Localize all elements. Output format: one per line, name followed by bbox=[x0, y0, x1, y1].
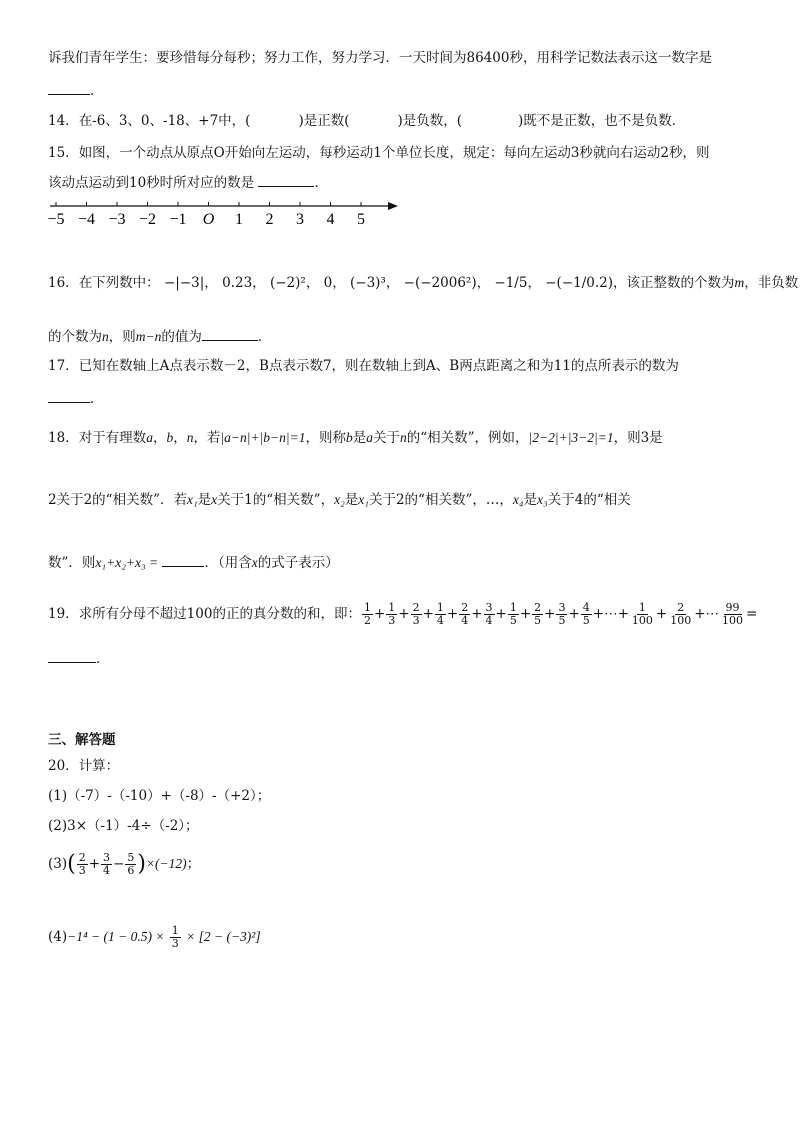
q19-fraction: $\frac{2}{3}$ bbox=[412, 601, 420, 627]
q19-fraction-series: $\frac{1}{2}$ + $\frac{1}{3}$ + $\frac{2}{3}$ + $\frac{1}{4}$ + $\frac{2}{4}$ + $\frac{3}{4}$ + $\frac{1}{5}$ + $\frac{2}{5}$ + $\frac{3}{5}$ + $\frac{4}{5}$ +⋯+ $\frac{1}{100}$ + $\frac{2}{100}$ +⋯ $\frac{99}{100}$ = bbox=[363, 601, 758, 627]
number-line-label: −3 bbox=[108, 211, 126, 228]
q13-text: 诉我们青年学生：要珍惜每分每秒；努力工作，努力学习．一天时间为86400秒，用科学记数法表示这一数字是 bbox=[48, 50, 712, 66]
q20-title: 20．计算： bbox=[48, 758, 120, 774]
q14: 14．在-6、3、0、-18、+7中，( )是正数( )是负数，( )既不是正数，也不是负数． bbox=[48, 113, 686, 129]
q19-fraction: $\frac{1}{2}$ bbox=[363, 601, 371, 627]
q18-example: |2−2|+|3−2|=1 bbox=[528, 430, 614, 445]
q18-answer-blank[interactable] bbox=[162, 552, 204, 567]
q19-fraction: $\frac{4}{5}$ bbox=[582, 601, 590, 627]
q15-answer-blank[interactable] bbox=[258, 172, 314, 187]
q17-answer-blank[interactable] bbox=[48, 388, 90, 403]
number-line-label: −2 bbox=[138, 211, 157, 228]
number-line-label: 3 bbox=[296, 211, 304, 228]
q16-line1: 16．在下列数中： −|−3|， 0.23， (−2)²， 0， (−3)³， −(−2006²)， −1/5， −(−1/0.2)，该正整数的个数为m，非负数 bbox=[48, 275, 799, 291]
q17-line2: ． bbox=[48, 388, 752, 409]
q16-number: 16． bbox=[48, 275, 79, 291]
q18-line2: 2关于2的“相关数”．若x₁是x关于1的“相关数”，x₂是x₁关于2的“相关数”，…，x₄是x₃关于4的“相关 bbox=[48, 492, 631, 508]
q20-part2: (2)3×（-1）-4÷（-2）； bbox=[48, 818, 199, 834]
q17-number: 17． bbox=[48, 358, 79, 374]
number-line-label: −1 bbox=[169, 211, 187, 228]
q20-part3-fraction: $\frac{3}{4}$ bbox=[103, 851, 111, 877]
number-line-label: 1 bbox=[235, 211, 243, 228]
q16-line2: 的个数为n，则m−n的值为 ． bbox=[48, 326, 752, 347]
number-line-arrow-icon bbox=[388, 202, 398, 210]
q19-line1: 19．求所有分母不超过100的正的真分数的和，即： $\frac{1}{2}$ + $\frac{1}{3}$ + $\frac{2}{3}$ + $\frac{1}{4}$ + $\frac{2}{4}$ + $\frac{3}{4}$ + $\frac{1}{5}$ + $\frac{2}{5}$ + $\frac{3}{5}$ + $\frac{4}{5}$ +⋯+ $\frac{1}{100}$ + $\frac{2}{100}$ +⋯ $\frac{99}{100}$ = bbox=[48, 601, 758, 627]
q13-line1 bbox=[48, 48, 752, 68]
q19-line2: ． bbox=[48, 648, 752, 669]
q19-fraction: $\frac{99}{100}$ bbox=[722, 601, 744, 627]
q18-line1: 18．对于有理数a，b，n，若|a−n|+|b−n|=1，则称b是a关于n的“相关数”，例如，|2−2|+|3−2|=1，则3是 bbox=[48, 430, 663, 446]
q19-number: 19． bbox=[48, 606, 79, 622]
q19-fraction: $\frac{3}{5}$ bbox=[558, 601, 566, 627]
q20-part1: (1)（-7）-（-10）+（-8）-（+2）； bbox=[48, 788, 271, 804]
number-line-label: 5 bbox=[357, 211, 365, 228]
q19-fraction: $\frac{1}{100}$ bbox=[631, 601, 653, 627]
q16-item-7: −1/5 bbox=[494, 275, 528, 291]
q16-item-5: (−3)³ bbox=[350, 275, 386, 291]
q15-line1: 15．如图，一个动点从原点O开始向左运动，每秒运动1个单位长度，规定：每向左运动3秒就向右运动2秒，则 bbox=[48, 145, 710, 161]
q19-fraction: $\frac{1}{5}$ bbox=[509, 601, 517, 627]
q17-line1: 17．已知在数轴上A点表示数－2，B点表示数7，则在数轴上到A、B两点距离之和为11的点所表示的数为 bbox=[48, 358, 679, 374]
q16-item-6: −(−2006²) bbox=[403, 275, 477, 291]
q19-fraction: $\frac{2}{5}$ bbox=[534, 601, 542, 627]
q19-fraction: $\frac{1}{3}$ bbox=[388, 601, 396, 627]
q16-item-2: 0.23 bbox=[222, 275, 253, 291]
q19-fraction: $\frac{2}{100}$ bbox=[670, 601, 692, 627]
q15-number: 15． bbox=[48, 145, 79, 161]
section-heading: 三、解答题 bbox=[48, 732, 116, 748]
q20-part3: (3)( $\frac{2}{3}$ + $\frac{3}{4}$ − $\frac{5}{6}$ )×(−12)； bbox=[48, 851, 201, 877]
q19-fraction: $\frac{1}{4}$ bbox=[436, 601, 444, 627]
q18-condition: |a−n|+|b−n|=1 bbox=[220, 430, 306, 445]
q20-part3-fractions: $\frac{2}{3}$ + $\frac{3}{4}$ − $\frac{5}{6}$ bbox=[78, 851, 135, 877]
q16-item-4: 0 bbox=[323, 275, 333, 291]
q13-line2: ． bbox=[48, 80, 752, 101]
number-line-label: 2 bbox=[265, 211, 274, 228]
q20-number: 20． bbox=[48, 758, 79, 774]
q14-number: 14． bbox=[48, 113, 79, 129]
q16-item-3: (−2)² bbox=[269, 275, 306, 291]
q19-fraction: $\frac{2}{4}$ bbox=[461, 601, 469, 627]
q18-number: 18． bbox=[48, 430, 79, 446]
number-line-label: 4 bbox=[326, 211, 335, 228]
q19-answer-blank[interactable] bbox=[48, 648, 96, 663]
q20-part3-fraction: $\frac{2}{3}$ bbox=[78, 851, 86, 877]
q16-item-1: −|−3| bbox=[163, 275, 205, 291]
q20-part3-fraction: $\frac{5}{6}$ bbox=[127, 851, 135, 877]
q18-line3: 数”．则x₁+x₂+x₃ = ．（用含x的式子表示） bbox=[48, 552, 752, 573]
q15-line2: 该动点运动到10秒时所对应的数是 ． bbox=[48, 172, 752, 193]
q16-item-8: −(−1/0.2) bbox=[545, 275, 613, 291]
number-line-label: O bbox=[202, 211, 215, 228]
q20-part4-fraction: $\frac{1}{3}$ bbox=[171, 924, 179, 950]
q20-part4: (4)−1⁴ − (1 − 0.5) × $\frac{1}{3}$ × [2 − (−3)²] bbox=[48, 924, 261, 950]
q16-answer-blank[interactable] bbox=[202, 326, 258, 341]
number-line bbox=[44, 196, 404, 232]
number-line-label: −4 bbox=[77, 211, 96, 228]
q13-answer-blank[interactable] bbox=[48, 80, 90, 95]
q18-sum-expression: x₁+x₂+x₃ = bbox=[95, 555, 159, 570]
q19-fraction: $\frac{3}{4}$ bbox=[485, 601, 493, 627]
number-line-label: −5 bbox=[47, 211, 65, 228]
